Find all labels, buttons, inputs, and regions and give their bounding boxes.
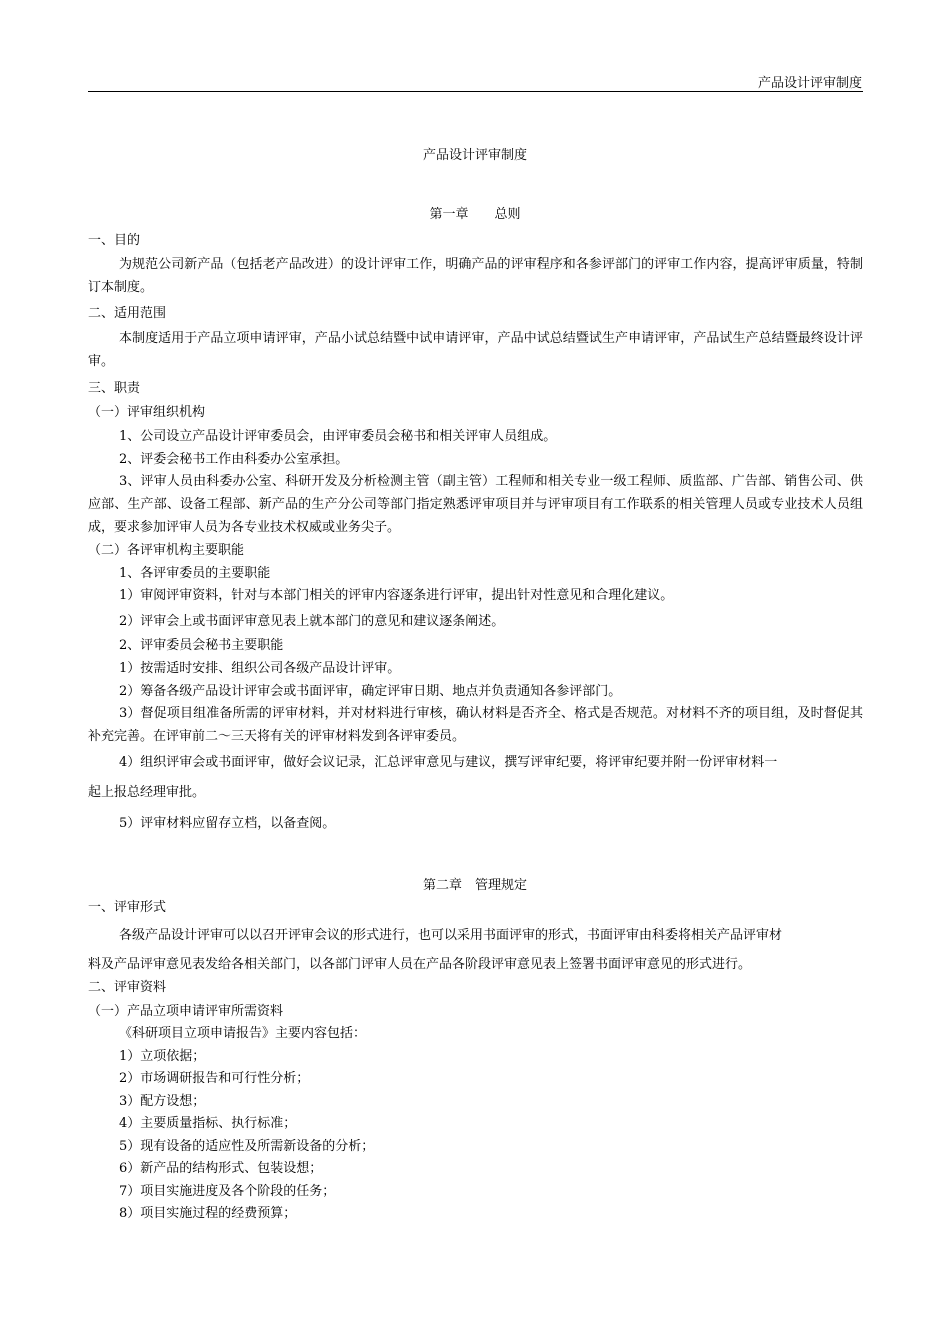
list-item: 1、公司设立产品设计评审委员会，由评审委员会秘书和相关评审人员组成。	[119, 429, 557, 444]
subsection-heading: （一）产品立项申请评审所需资料	[88, 1004, 284, 1019]
running-header: 产品设计评审制度	[757, 76, 862, 91]
header-rule	[88, 91, 863, 92]
chapter-title: 第二章 管理规定	[422, 878, 527, 893]
list-item: 3、评审人员由科委办公室、科研开发及分析检测主管（副主管）工程师和相关专业一级工程师、质监部、广告部、销售公司、供应部、生产部、设备工程部、新产品的生产分公司等部门指定熟悉评审项目并与评审项目有工作联系的相关管理人员或专业技术人员组成，要求参加评审人员为各专业技术权威或业务尖子。	[88, 474, 863, 535]
list-item: 5）评审材料应留存立档，以备查阅。	[119, 816, 336, 831]
list-item: 1）按需适时安排、组织公司各级产品设计评审。	[119, 661, 401, 676]
list-item: 3）督促项目组准备所需的评审材料，并对材料进行审核，确认材料是否齐全、格式是否规范。对材料不齐的项目组，及时督促其补充完善。在评审前二～三天将有关的评审材料发到各评审委员。	[88, 706, 863, 744]
list-item: 2）评审会上或书面评审意见表上就本部门的意见和建议逐条阐述。	[119, 614, 505, 629]
list-item: 1）审阅评审资料，针对与本部门相关的评审内容逐条进行评审，提出针对性意见和合理化建议。	[119, 588, 674, 603]
subsection-heading: （一）评审组织机构	[88, 405, 206, 420]
paragraph-continuation: 料及产品评审意见表发给各相关部门，以各部门评审人员在产品各阶段评审意见表上签署书面评审意见的形式进行。	[88, 957, 752, 972]
paragraph: 为规范公司新产品（包括老产品改进）的设计评审工作，明确产品的评审程序和各参评部门的评审工作内容，提高评审质量，特制订本制度。	[88, 257, 863, 295]
section-heading: 一、目的	[88, 233, 141, 248]
paragraph: 本制度适用于产品立项申请评审，产品小试总结暨中试申请评审，产品中试总结暨试生产申请评审，产品试生产总结暨最终设计评审。	[88, 331, 863, 369]
list-heading: 2、评审委员会秘书主要职能	[119, 638, 284, 653]
list-item: 4）主要质量指标、执行标准；	[119, 1116, 297, 1131]
section-heading: 一、评审形式	[88, 900, 167, 915]
list-item-continuation: 起上报总经理审批。	[88, 785, 206, 800]
list-item: 2）筹备各级产品设计评审会或书面评审，确定评审日期、地点并负责通知各参评部门。	[119, 684, 622, 699]
section-heading: 二、适用范围	[88, 306, 167, 321]
list-item: 7）项目实施进度及各个阶段的任务；	[119, 1184, 336, 1199]
list-item: 2、评委会秘书工作由科委办公室承担。	[119, 452, 349, 467]
list-item: 2）市场调研报告和可行性分析；	[119, 1071, 310, 1086]
section-heading: 二、评审资料	[88, 980, 167, 995]
paragraph: 《科研项目立项申请报告》主要内容包括：	[119, 1026, 367, 1041]
section-heading: 三、职责	[88, 381, 141, 396]
list-item: 8）项目实施过程的经费预算；	[119, 1206, 297, 1221]
chapter-title: 第一章 总则	[429, 207, 521, 222]
document-title: 产品设计评审制度	[422, 148, 527, 163]
list-item: 5）现有设备的适应性及所需新设备的分析；	[119, 1139, 375, 1154]
list-item: 6）新产品的结构形式、包装设想；	[119, 1161, 323, 1176]
subsection-heading: （二）各评审机构主要职能	[88, 543, 245, 558]
list-item: 1）立项依据；	[119, 1049, 206, 1064]
list-item: 3）配方设想；	[119, 1094, 206, 1109]
list-item: 4）组织评审会或书面评审，做好会议记录，汇总评审意见与建议，撰写评审纪要，将评审纪要并附一份评审材料一	[119, 755, 778, 770]
paragraph: 各级产品设计评审可以以召开评审会议的形式进行，也可以采用书面评审的形式，书面评审由科委将相关产品评审材	[119, 928, 783, 943]
list-heading: 1、各评审委员的主要职能	[119, 566, 271, 581]
